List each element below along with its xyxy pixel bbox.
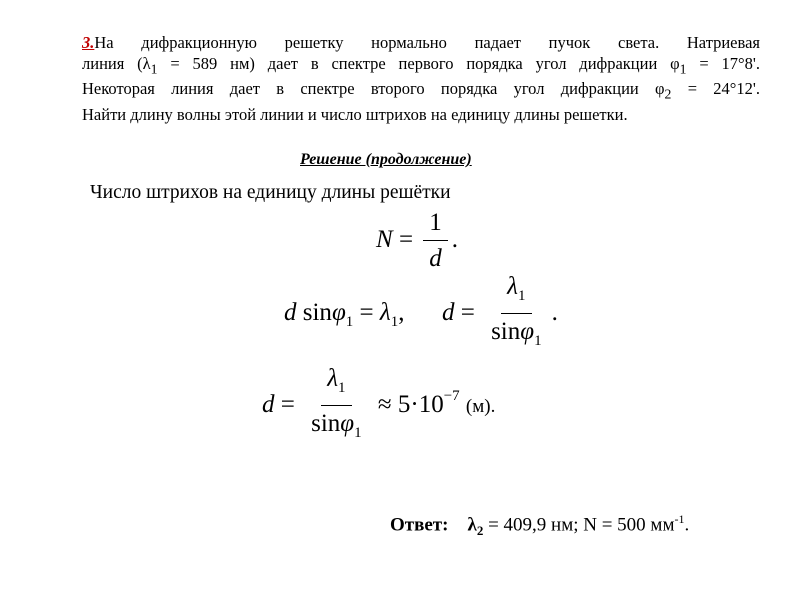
problem-line-1: 3.На дифракционную решетку нормально падает пучок света. Натриевая [82, 33, 760, 52]
problem-number: 3. [82, 33, 95, 52]
problem-line-4: Найти длину волны этой линии и число штрихов на единицу длины решетки. [82, 105, 628, 125]
problem-line-2: линия ($\lambda_1 = 589$ нм) дает в спектре первого порядка угол дифракции $\varphi_1 = 17^\circ 8'$. [82, 53, 760, 76]
intro-text: Число штрихов на единицу длины решётки [90, 182, 451, 203]
formula-grating-equation: d $\sin\varphi_1 = \lambda_1$, d = $\frac{\lambda_1}{\sin\varphi_1}$ . [284, 273, 558, 349]
formula-n-equals-one-over-d: N = $\frac{1}{d}$ . [376, 209, 459, 272]
answer-line: Ответ: $\lambda_2 = 409,9$ нм; N = 500 $мм^{-1}$. [390, 512, 690, 539]
formula-d-value: d = $\frac{\lambda_1}{\sin\varphi_1}$ ≈ $5\cdot 10^{-7}$ (м). [262, 365, 496, 441]
problem-line-3: Некоторая линия дает в спектре второго порядка угол дифракции $\varphi_2 = 24^\circ 12'$. [82, 79, 760, 102]
problem-statement [82, 33, 760, 126]
solution-heading: Решение (продолжение) [300, 151, 472, 168]
answer-label: Ответ: [390, 514, 449, 536]
